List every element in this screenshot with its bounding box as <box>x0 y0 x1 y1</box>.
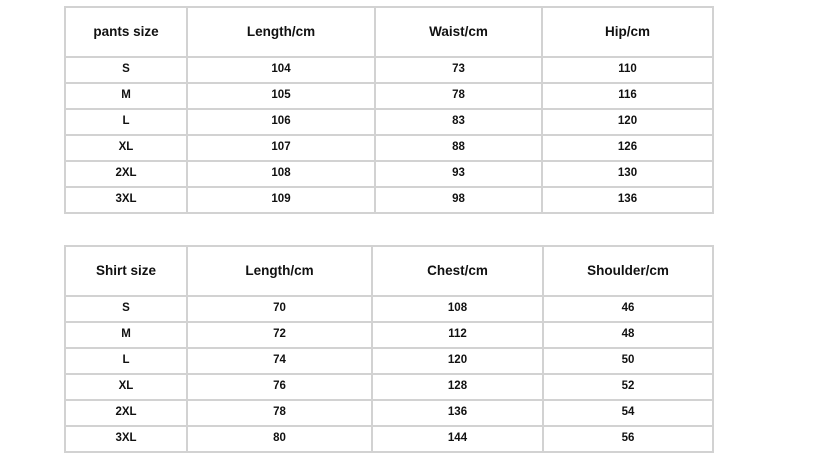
table-cell: 130 <box>542 161 713 187</box>
header-cell: Length/cm <box>187 7 375 57</box>
table-row <box>65 187 713 213</box>
header-cell: Waist/cm <box>375 7 542 57</box>
table-row <box>65 57 713 83</box>
table-cell: 70 <box>187 296 372 322</box>
header-cell: Shirt size <box>65 246 187 296</box>
table-cell: 144 <box>372 426 543 452</box>
table-row <box>65 322 713 348</box>
table-cell: 110 <box>542 57 713 83</box>
table-cell: 105 <box>187 83 375 109</box>
table-row <box>65 161 713 187</box>
table-cell: XL <box>65 374 187 400</box>
table-row <box>65 296 713 322</box>
table-cell: 116 <box>542 83 713 109</box>
table-cell: 73 <box>375 57 542 83</box>
table-cell: 3XL <box>65 187 187 213</box>
table-row <box>65 83 713 109</box>
table-cell: 76 <box>187 374 372 400</box>
table-cell: L <box>65 348 187 374</box>
table-cell: 126 <box>542 135 713 161</box>
table-cell: 50 <box>543 348 713 374</box>
header-cell: pants size <box>65 7 187 57</box>
table-cell: 109 <box>187 187 375 213</box>
table-header-row <box>65 7 713 57</box>
table-cell: 46 <box>543 296 713 322</box>
table-cell: 112 <box>372 322 543 348</box>
table-cell: 83 <box>375 109 542 135</box>
header-cell: Chest/cm <box>372 246 543 296</box>
table-cell: 74 <box>187 348 372 374</box>
table-cell: 78 <box>375 83 542 109</box>
table-cell: 104 <box>187 57 375 83</box>
table-row <box>65 426 713 452</box>
table-cell: 72 <box>187 322 372 348</box>
table-cell: 80 <box>187 426 372 452</box>
table-cell: 78 <box>187 400 372 426</box>
table-header-row <box>65 246 713 296</box>
table-cell: S <box>65 57 187 83</box>
table-row <box>65 109 713 135</box>
table-cell: 107 <box>187 135 375 161</box>
table-cell: 108 <box>372 296 543 322</box>
header-cell: Shoulder/cm <box>543 246 713 296</box>
table-cell: 120 <box>372 348 543 374</box>
table-cell: 136 <box>542 187 713 213</box>
table-cell: 52 <box>543 374 713 400</box>
table-row <box>65 135 713 161</box>
table-cell: XL <box>65 135 187 161</box>
table-row <box>65 374 713 400</box>
table-cell: 2XL <box>65 400 187 426</box>
table-cell: 56 <box>543 426 713 452</box>
table-cell: 3XL <box>65 426 187 452</box>
table-row <box>65 400 713 426</box>
shirt-size-table <box>64 245 714 453</box>
table-cell: 2XL <box>65 161 187 187</box>
table-cell: 98 <box>375 187 542 213</box>
table-cell: L <box>65 109 187 135</box>
table-cell: 128 <box>372 374 543 400</box>
header-cell: Hip/cm <box>542 7 713 57</box>
table-cell: 106 <box>187 109 375 135</box>
table-cell: 88 <box>375 135 542 161</box>
pants-size-table <box>64 6 714 214</box>
table-cell: M <box>65 322 187 348</box>
table-row <box>65 348 713 374</box>
table-cell: 136 <box>372 400 543 426</box>
table-cell: 120 <box>542 109 713 135</box>
header-cell: Length/cm <box>187 246 372 296</box>
table-cell: S <box>65 296 187 322</box>
table-cell: 93 <box>375 161 542 187</box>
table-cell: M <box>65 83 187 109</box>
table-cell: 48 <box>543 322 713 348</box>
table-cell: 54 <box>543 400 713 426</box>
table-cell: 108 <box>187 161 375 187</box>
